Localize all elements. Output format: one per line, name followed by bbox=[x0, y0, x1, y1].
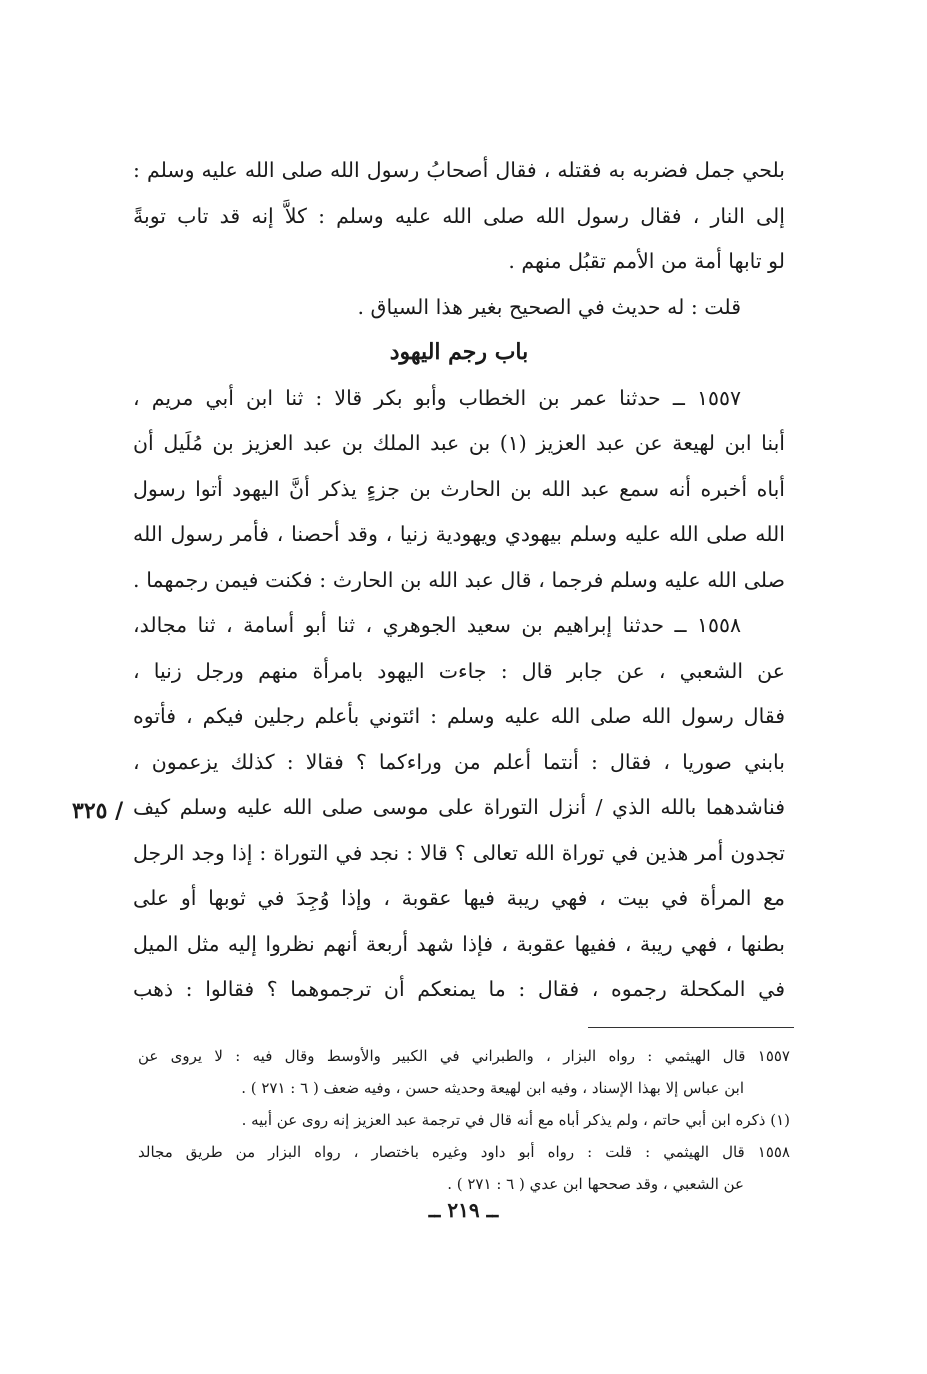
hadith-1557-start: ١٥٥٧ ــ حدثنا عمر بن الخطاب وأبو بكر قالا : ثنا ابن أبي مريم ، bbox=[133, 385, 741, 410]
text-line: بطنها ، فهي ريبة ، ففيها عقوبة ، فإذا شهد أربعة أنهم نظروا إليه مثل الميل bbox=[133, 931, 785, 956]
text-line: لو تابها أمة من الأمم تقبُل منهم . bbox=[508, 249, 785, 273]
footnote-line: ابن عباس إلا بهذا الإسناد ، وفيه ابن لهيعة وحديثه حسن ، وفيه ضعف ( ٦ : ٢٧١ ) . bbox=[241, 1079, 744, 1097]
text-line: بلحي جمل فضربه به فقتله ، فقال أصحابُ رسول الله صلى الله عليه وسلم : bbox=[133, 158, 785, 182]
text-line: تجدون أمر هذين في توراة الله تعالى ؟ قالا : نجد في التوراة : إذا وجد الرجل bbox=[133, 840, 785, 865]
text-line: بابني صوريا ، فقال : أنتما أعلم من وراءكما ؟ فقالا : كذلك يزعمون ، bbox=[133, 749, 785, 774]
footnote-line: ١٥٥٧ قال الهيثمي : رواه البزار ، والطبراني في الكبير والأوسط وقال فيه : لا يروى عن bbox=[138, 1047, 790, 1065]
hadith-1558-start: ١٥٥٨ ــ حدثنا إبراهيم بن سعيد الجوهري ، ثنا أبو أسامة ، ثنا مجالد، bbox=[133, 613, 741, 637]
text-line: الله صلى الله عليه وسلم بيهودي ويهودية زنيا ، وقد أحصنا ، فأمر رسول الله bbox=[133, 522, 785, 546]
section-heading: باب رجم اليهود bbox=[389, 339, 529, 365]
footnote-line: (١) ذكره ابن أبي حاتم ، ولم يذكر أباه مع أنه قال في ترجمة عبد العزيز إنه روى عن أبيه . bbox=[241, 1111, 790, 1129]
footnote-line: عن الشعبي ، وقد صححها ابن عدي ( ٦ : ٢٧١ ) . bbox=[447, 1175, 744, 1193]
footnote-line: ١٥٥٨ قال الهيثمي : قلت : رواه أبو داود وغيره باختصار ، رواه البزار من طريق مجالد bbox=[138, 1143, 790, 1161]
text-line: فقال رسول الله صلى الله عليه وسلم : ائتوني بأعلم رجلين فيكم ، فأتوه bbox=[133, 704, 785, 728]
text-line: أبنا ابن لهيعة عن عبد العزيز (١) بن عبد الملك بن عبد العزيز بن مُلَيل أن bbox=[133, 431, 785, 455]
margin-page-reference: / ٣٢٥ bbox=[72, 798, 124, 824]
footnotes bbox=[138, 1040, 790, 1200]
text-line: عن الشعبي ، عن جابر قال : جاءت اليهود بامرأة منهم ورجل زنيا ، bbox=[133, 658, 785, 683]
text-line: قلت : له حديث في الصحيح بغير هذا السياق . bbox=[357, 294, 741, 319]
text-line: أباه أخبره أنه سمع عبد الله بن الحارث بن جزءٍ يذكر أنَّ اليهود أتوا رسول bbox=[133, 476, 785, 501]
text-line: صلى الله عليه وسلم فرجما ، قال عبد الله بن الحارث : فكنت فيمن رجمهما . bbox=[133, 567, 785, 592]
text-line: مع المرأة في بيت ، فهي ريبة فيها عقوبة ، وإذا وُجِدَ في ثوبها أو على bbox=[133, 886, 785, 910]
text-line: إلى النار ، فقال رسول الله صلى الله عليه وسلم : كلاَّ إنه قد تاب توبةً bbox=[133, 203, 785, 228]
main-text bbox=[133, 148, 785, 1013]
text-line: فناشدهما بالله الذي / أنزل التوراة على موسى صلى الله عليه وسلم كيف bbox=[133, 795, 785, 819]
page-number: ــ ٢١٩ ــ bbox=[428, 1198, 499, 1222]
footnote-divider bbox=[588, 1027, 794, 1028]
text-line: في المكحلة رجموه ، فقال : ما يمنعكم أن ترجموهما ؟ فقالوا : ذهب bbox=[133, 977, 785, 1001]
